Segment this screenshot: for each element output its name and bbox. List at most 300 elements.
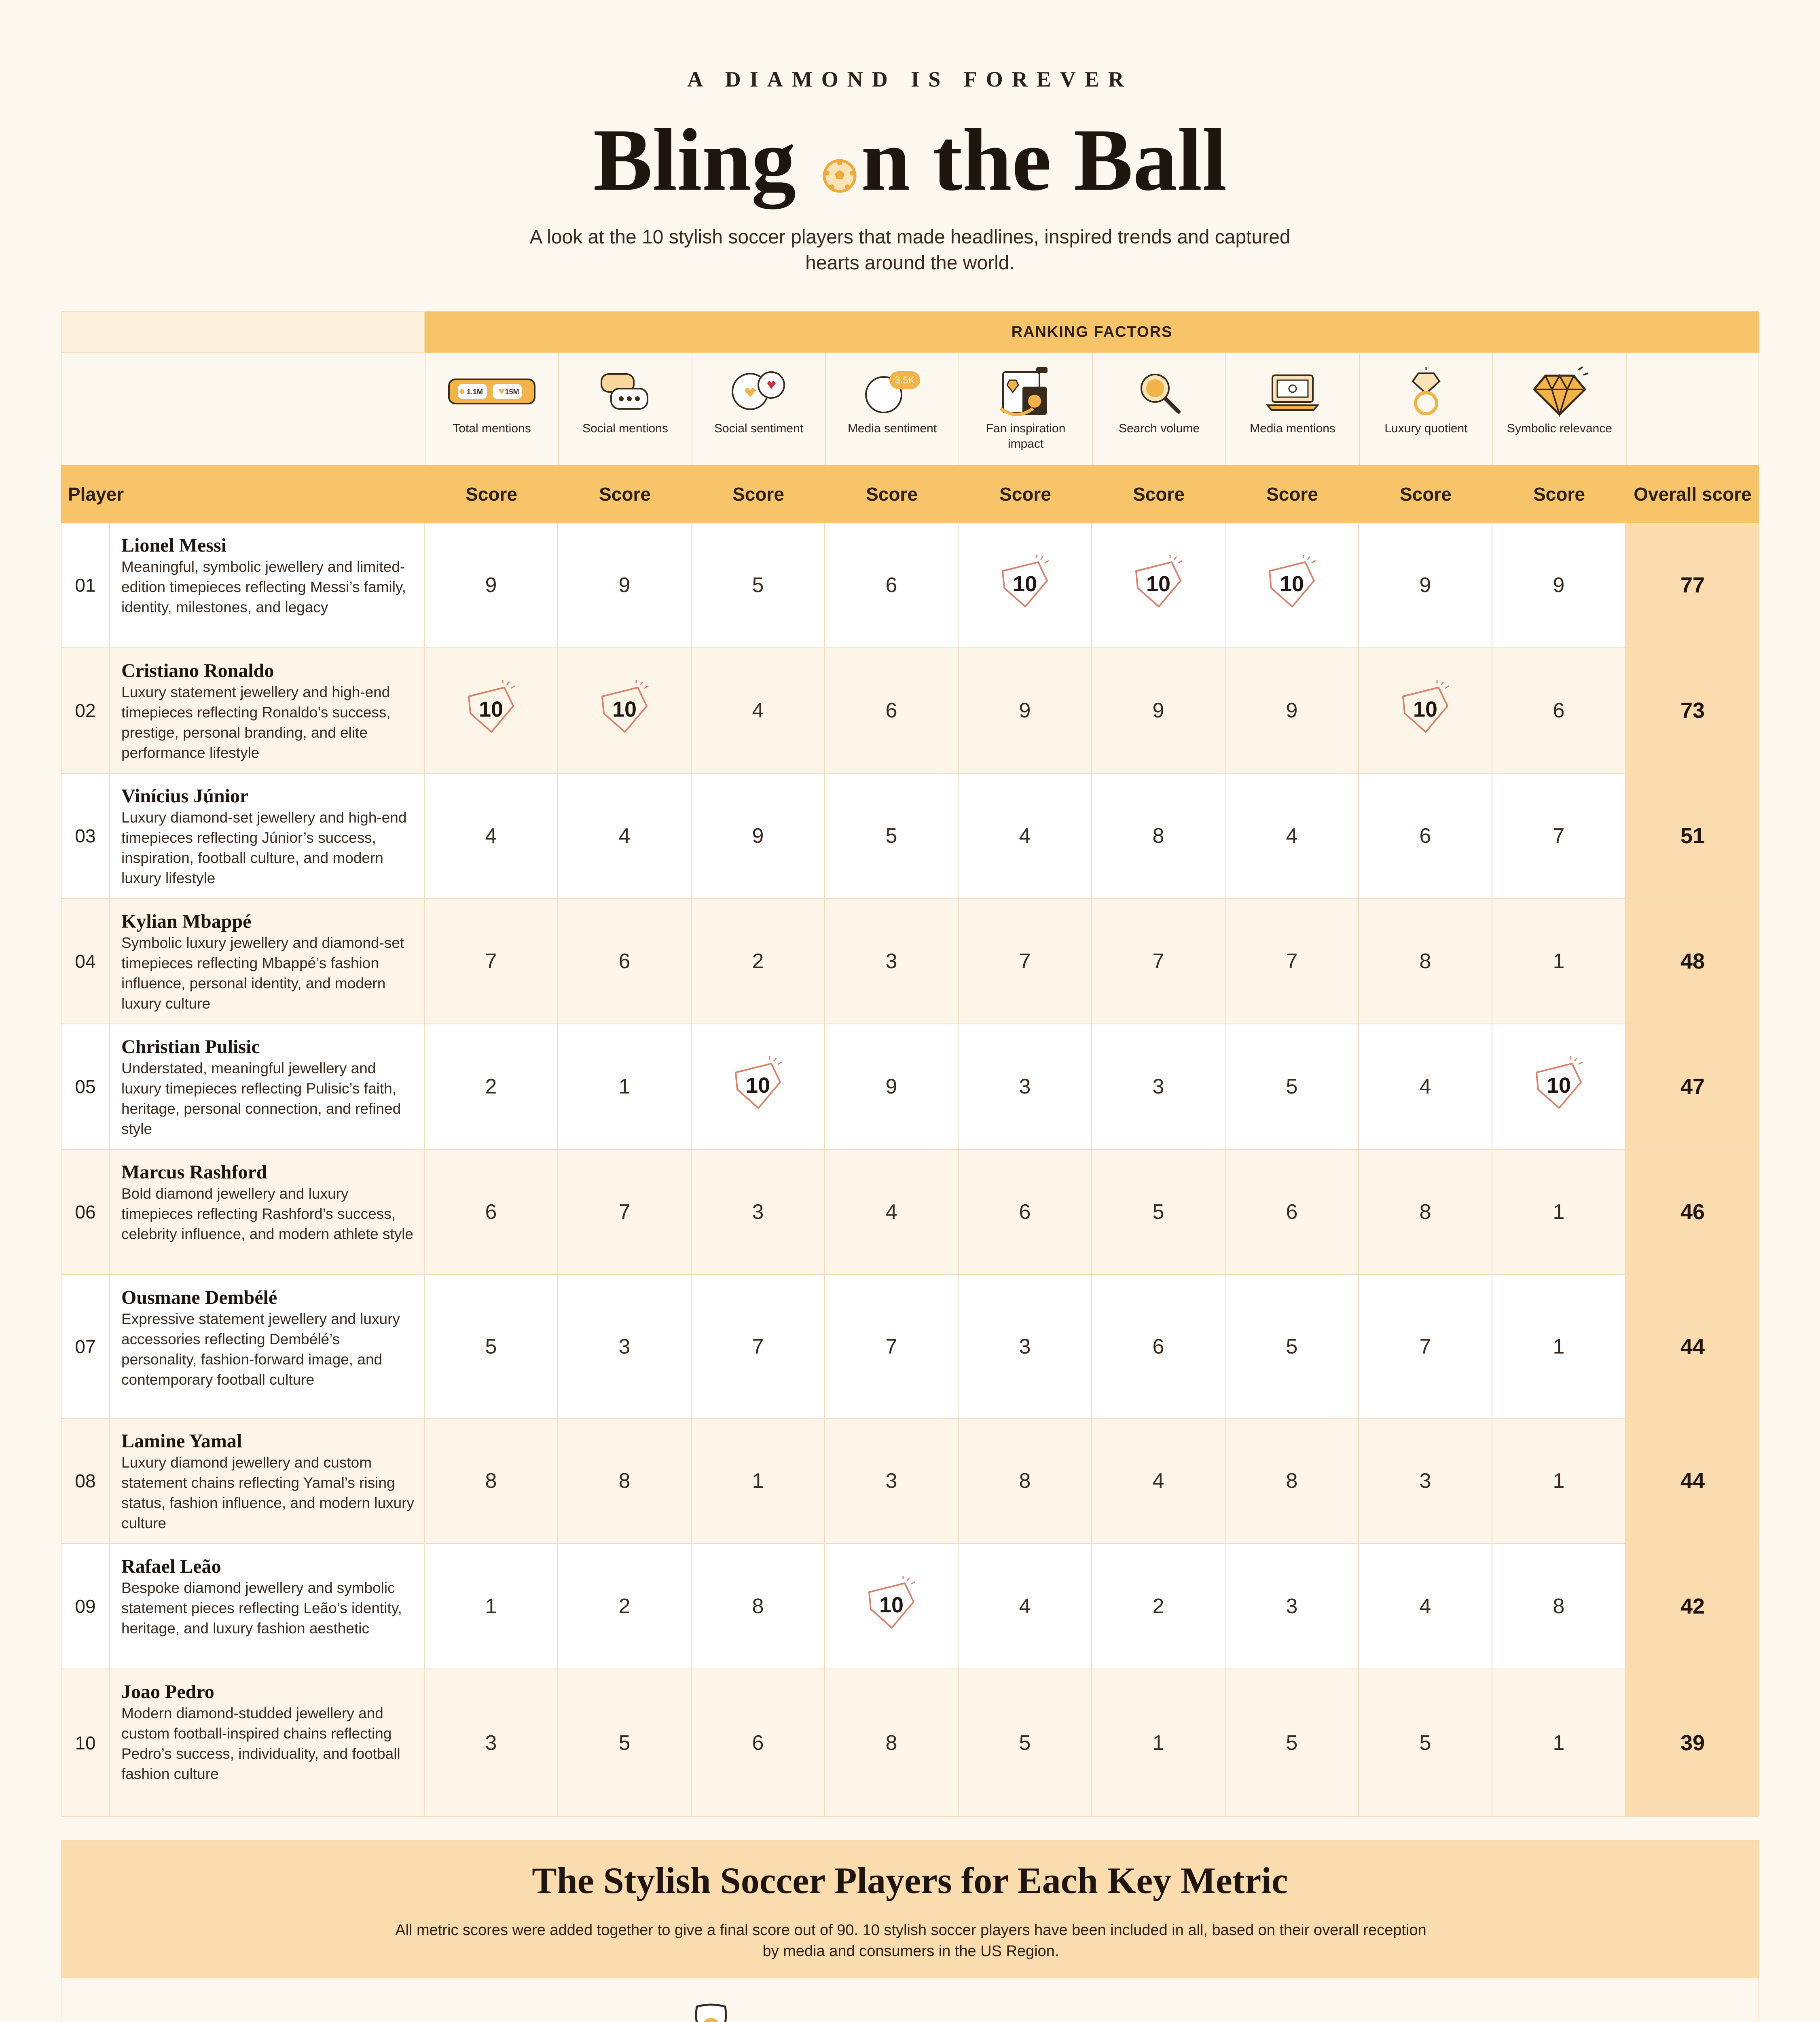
score-value: 5	[618, 1731, 631, 1755]
rank-number: 02	[61, 648, 110, 773]
score-cell	[1225, 523, 1359, 647]
score-value: 2	[752, 950, 764, 973]
score-cell	[558, 899, 692, 1024]
mentions-counter-icon	[447, 365, 536, 419]
score-value: 10	[478, 697, 504, 721]
overall-score: 51	[1626, 774, 1759, 898]
score-value: 10	[1146, 572, 1171, 596]
player-name: Lionel Messi	[121, 535, 226, 556]
top-score-gem-icon	[1528, 1056, 1589, 1117]
score-value: 4	[752, 699, 764, 722]
score-value: 9	[1152, 699, 1164, 722]
score-cell	[1225, 648, 1359, 773]
score-cell	[558, 1275, 692, 1418]
factor-label: Social mentions	[582, 422, 668, 435]
factor-icon-row	[61, 353, 1759, 465]
player-name: Joao Pedro	[121, 1681, 214, 1703]
score-value: 8	[885, 1731, 897, 1755]
player-row	[61, 1419, 1759, 1544]
score-value: 3	[1152, 1075, 1164, 1098]
score-value: 3	[1419, 1469, 1431, 1493]
score-cell	[825, 1544, 959, 1669]
jewellery-collage-icon	[997, 365, 1054, 419]
score-cell	[1359, 1275, 1492, 1418]
score-value: 8	[618, 1469, 631, 1493]
score-value: 10	[1413, 697, 1438, 721]
player-description: Luxury diamond-set jewellery and high-end timepieces reflecting Júnior’s success, inspiration, football culture, and modern luxury lifestyle	[121, 809, 407, 886]
player-row	[61, 1024, 1759, 1150]
player-description: Luxury statement jewellery and high-end timepieces reflecting Ronaldo’s success, prestige, personal branding, and elite performance lifestyle	[121, 684, 391, 761]
score-cell	[1225, 1669, 1359, 1816]
score-value: 2	[1152, 1595, 1164, 1618]
score-cell	[425, 1669, 558, 1816]
player-description: Symbolic luxury jewellery and diamond-set timepieces reflecting Mbappé’s fashion influence, personal identity, and modern luxury culture	[121, 935, 404, 1012]
player-info	[110, 1419, 425, 1543]
score-value: 8	[1553, 1595, 1565, 1618]
score-value: 3	[752, 1200, 764, 1224]
top-score-gem-icon	[861, 1576, 922, 1637]
top-score-gem-icon	[995, 555, 1055, 615]
svg-text:1.1M: 1.1M	[466, 387, 483, 396]
overall-score-header: Overall score	[1634, 483, 1752, 505]
player-column-header: Player	[68, 483, 124, 505]
score-value: 6	[485, 1200, 497, 1224]
top-score-gem-icon	[1395, 680, 1456, 741]
score-cell	[825, 648, 959, 773]
player-info	[110, 1275, 425, 1418]
score-value: 7	[1019, 950, 1031, 973]
score-cell	[692, 523, 825, 647]
score-value: 5	[1286, 1335, 1298, 1358]
factor-label: Media mentions	[1250, 422, 1335, 435]
ranking-table	[61, 311, 1759, 1810]
score-value: 8	[1286, 1469, 1298, 1493]
player-info	[110, 899, 425, 1024]
score-value: 5	[1019, 1731, 1031, 1755]
score-cell	[1359, 1419, 1492, 1543]
title-part-2: n the Ball	[861, 110, 1227, 209]
ranking-factors-banner-row	[61, 311, 1759, 353]
score-value: 3	[485, 1731, 497, 1755]
score-cell	[1492, 1544, 1626, 1669]
score-cell	[1492, 1024, 1626, 1149]
score-cell	[425, 1544, 558, 1669]
score-cell	[959, 1275, 1092, 1418]
player-name: Christian Pulisic	[121, 1036, 260, 1058]
score-value: 10	[1012, 572, 1037, 596]
score-column-header: Score	[866, 483, 918, 505]
player-description: Expressive statement jewellery and luxury accessories reflecting Dembélé’s personality, fashion-forward image, and contemporary football culture	[121, 1311, 400, 1388]
svg-text:15M: 15M	[505, 387, 519, 396]
score-value: 10	[612, 697, 637, 721]
score-value: 1	[1553, 1731, 1565, 1755]
score-cell	[558, 1150, 692, 1274]
score-value: 9	[618, 573, 631, 597]
score-cell	[1225, 1024, 1359, 1149]
score-value: 6	[1152, 1335, 1164, 1358]
overall-score: 48	[1626, 899, 1759, 1024]
score-value: 9	[885, 1075, 897, 1098]
score-column-header: Score	[599, 483, 651, 505]
player-name: Ousmane Dembélé	[121, 1287, 277, 1308]
player-description: Modern diamond-studded jewellery and custom football-inspired chains reflecting Pedro’s success, individuality, and football fashion culture	[121, 1705, 400, 1782]
score-cell	[1492, 899, 1626, 1024]
rank-number: 04	[61, 899, 110, 1024]
score-value: 1	[1553, 1335, 1565, 1358]
player-row	[61, 774, 1759, 899]
score-cell	[1225, 1150, 1359, 1274]
factor-column-0	[425, 353, 558, 465]
score-cell	[825, 523, 959, 647]
score-value: 10	[745, 1073, 770, 1098]
score-cell	[1092, 1024, 1225, 1149]
score-column-header: Score	[999, 483, 1051, 505]
score-cell	[1092, 648, 1225, 773]
score-column-header: Score	[1266, 483, 1318, 505]
rank-number: 08	[61, 1419, 110, 1543]
table-header-row	[61, 465, 1759, 523]
overall-score: 47	[1626, 1024, 1759, 1149]
score-cell	[959, 523, 1092, 647]
heart-bubbles-icon	[728, 365, 789, 419]
top-score-gem-icon	[1261, 555, 1322, 615]
overall-winner	[61, 2003, 1759, 2022]
score-cell	[959, 1544, 1092, 1669]
overall-score: 44	[1626, 1275, 1759, 1418]
score-cell	[425, 523, 558, 647]
factor-column-4	[959, 353, 1092, 465]
score-value: 6	[618, 950, 631, 973]
factor-column-5	[1092, 353, 1225, 465]
score-cell	[1359, 1024, 1492, 1149]
score-cell	[1225, 1544, 1359, 1669]
score-cell	[692, 899, 825, 1024]
key-metrics-section	[61, 1840, 1759, 2022]
score-value: 10	[1279, 572, 1304, 596]
score-value: 4	[1152, 1469, 1164, 1493]
overall-score: 77	[1626, 523, 1759, 647]
score-value: 7	[1152, 950, 1164, 973]
factor-label: Search volume	[1118, 422, 1200, 435]
factor-label: Luxury quotient	[1384, 422, 1468, 435]
score-cell	[1359, 774, 1492, 898]
factor-column-7	[1359, 353, 1492, 465]
overall-score: 44	[1626, 1419, 1759, 1543]
score-cell	[1092, 1544, 1225, 1669]
score-value: 4	[1419, 1595, 1431, 1618]
score-value: 4	[1019, 1595, 1031, 1618]
score-value: 1	[1553, 950, 1565, 973]
player-name: Cristiano Ronaldo	[121, 660, 274, 681]
eyebrow: A DIAMOND IS FOREVER	[687, 67, 1133, 91]
score-column-header: Score	[1400, 483, 1452, 505]
score-cell	[558, 1669, 692, 1816]
player-row	[61, 899, 1759, 1024]
score-cell	[959, 1669, 1092, 1816]
score-cell	[692, 1419, 825, 1543]
score-value: 9	[1286, 699, 1298, 722]
score-cell	[425, 1024, 558, 1149]
score-cell	[1359, 523, 1492, 647]
score-cell	[558, 523, 692, 647]
score-value: 7	[1419, 1335, 1431, 1358]
score-value: 9	[485, 573, 497, 597]
player-info	[110, 1544, 425, 1669]
score-value: 8	[1019, 1469, 1031, 1493]
overall-score: 39	[1626, 1669, 1759, 1816]
overall-score: 42	[1626, 1544, 1759, 1669]
score-value: 1	[485, 1595, 497, 1618]
score-value: 6	[885, 573, 897, 597]
score-value: 6	[1553, 699, 1565, 722]
score-cell	[1359, 899, 1492, 1024]
score-cell	[1492, 1275, 1626, 1418]
score-cell	[425, 1419, 558, 1543]
score-cell	[1092, 774, 1225, 898]
score-value: 3	[885, 950, 897, 973]
score-cell	[959, 1419, 1092, 1543]
score-value: 8	[1419, 1200, 1431, 1224]
top-score-gem-icon	[728, 1056, 788, 1117]
score-value: 7	[752, 1335, 764, 1358]
score-cell	[425, 1275, 558, 1418]
ranking-factors-banner: RANKING FACTORS	[425, 311, 1759, 353]
score-value: 4	[1419, 1075, 1431, 1098]
score-cell	[425, 899, 558, 1024]
score-value: 9	[752, 824, 764, 848]
score-cell	[558, 648, 692, 773]
rank-number: 10	[61, 1669, 110, 1816]
score-cell	[692, 1275, 825, 1418]
player-info	[110, 1669, 425, 1816]
score-cell	[1359, 648, 1492, 773]
overall-score: 46	[1626, 1150, 1759, 1274]
score-cell	[1359, 1669, 1492, 1816]
score-cell	[692, 1150, 825, 1274]
player-name: Marcus Rashford	[121, 1161, 267, 1183]
soccer-ball-icon	[822, 113, 857, 214]
score-cell	[425, 1150, 558, 1274]
rank-number: 06	[61, 1150, 110, 1274]
player-info	[110, 523, 425, 647]
score-value: 3	[618, 1335, 631, 1358]
player-description: Meaningful, symbolic jewellery and limited-edition timepieces reflecting Messi’s family, identity, milestones, and legacy	[121, 558, 406, 615]
score-value: 5	[1419, 1731, 1431, 1755]
top-score-gem-icon	[594, 680, 655, 741]
score-cell	[558, 1544, 692, 1669]
score-value: 6	[885, 699, 897, 722]
rank-number: 01	[61, 523, 110, 647]
score-value: 2	[485, 1075, 497, 1098]
rank-number: 03	[61, 774, 110, 898]
diamond-ring-icon	[1404, 365, 1448, 419]
score-cell	[558, 774, 692, 898]
metrics-note: All metric scores were added together to give a final score out of 90. 10 stylish soccer players have been included in all, based on their overall reception by media and consumers in the US Region.	[395, 1922, 1426, 1960]
score-cell	[558, 1419, 692, 1543]
score-value: 4	[485, 824, 497, 848]
score-value: 3	[1019, 1335, 1031, 1358]
laptop-icon	[1264, 365, 1321, 419]
score-cell	[1225, 899, 1359, 1024]
page-title	[0, 109, 1820, 226]
score-column-header: Score	[1533, 483, 1585, 505]
score-cell	[425, 648, 558, 773]
score-value: 7	[885, 1335, 897, 1358]
score-value: 7	[485, 950, 497, 973]
score-cell	[692, 1669, 825, 1816]
score-value: 7	[618, 1200, 631, 1224]
score-value: 8	[485, 1469, 497, 1493]
score-cell	[1225, 1419, 1359, 1543]
score-cell	[1092, 523, 1225, 647]
score-cell	[959, 1150, 1092, 1274]
factor-column-1	[558, 353, 692, 465]
score-cell	[1225, 774, 1359, 898]
score-value: 7	[1553, 824, 1565, 848]
subtitle: A look at the 10 stylish soccer players that made headlines, inspired trends and captured hearts around the world.	[529, 226, 1291, 274]
score-value: 4	[1286, 824, 1298, 848]
score-value: 4	[885, 1200, 897, 1224]
magnifier-icon	[1135, 365, 1183, 419]
rank-number: 09	[61, 1544, 110, 1669]
score-value: 6	[752, 1731, 764, 1755]
score-value: 7	[1286, 950, 1298, 973]
score-value: 1	[1553, 1469, 1565, 1493]
score-cell	[1492, 1669, 1626, 1816]
score-cell	[825, 774, 959, 898]
score-cell	[1359, 1544, 1492, 1669]
sentiment-bubble-icon	[862, 365, 923, 419]
score-value: 1	[752, 1469, 764, 1493]
score-cell	[692, 774, 825, 898]
score-value: 6	[1286, 1200, 1298, 1224]
score-column-header: Score	[466, 483, 517, 505]
score-value: 5	[1286, 1075, 1298, 1098]
score-cell	[1092, 899, 1225, 1024]
factor-label: Symbolic relevance	[1507, 422, 1613, 435]
score-value: 5	[485, 1335, 497, 1358]
player-info	[110, 1150, 425, 1274]
player-info	[110, 1024, 425, 1149]
factor-column-8	[1492, 353, 1626, 465]
score-cell	[959, 648, 1092, 773]
player-info	[110, 648, 425, 773]
rank-number: 07	[61, 1275, 110, 1418]
factor-label: Fan inspiration impact	[986, 422, 1066, 451]
score-value: 4	[1019, 824, 1031, 848]
top-score-gem-icon	[461, 680, 521, 741]
factor-label: Media sentiment	[847, 422, 937, 435]
score-value: 6	[1019, 1200, 1031, 1224]
diamond-icon	[1529, 365, 1590, 419]
chat-bubbles-icon	[599, 365, 652, 419]
player-description: Understated, meaningful jewellery and luxury timepieces reflecting Pulisic’s faith, heritage, personal connection, and refined style	[121, 1060, 401, 1137]
score-value: 9	[1019, 699, 1031, 722]
player-name: Rafael Leão	[121, 1556, 221, 1577]
score-cell	[825, 1419, 959, 1543]
score-value: 1	[618, 1075, 631, 1098]
score-cell	[425, 774, 558, 898]
score-value: 3	[885, 1469, 897, 1493]
score-value: 3	[1019, 1075, 1031, 1098]
factor-column-6	[1225, 353, 1359, 465]
score-value: 5	[752, 573, 764, 597]
title-part-1: Bling	[593, 110, 818, 209]
score-column-header: Score	[1133, 483, 1185, 505]
score-value: 9	[1419, 573, 1431, 597]
score-value: 9	[1553, 573, 1565, 597]
score-value: 2	[618, 1595, 631, 1618]
score-cell	[825, 1024, 959, 1149]
score-value: 10	[879, 1593, 904, 1617]
score-value: 10	[1546, 1073, 1571, 1098]
score-value: 1	[1553, 1200, 1565, 1224]
score-value: 3	[1286, 1595, 1298, 1618]
score-value: 8	[1152, 824, 1164, 848]
score-value: 5	[1286, 1731, 1298, 1755]
score-value: 8	[752, 1595, 764, 1618]
player-row	[61, 523, 1759, 648]
score-cell	[558, 1024, 692, 1149]
score-cell	[825, 1150, 959, 1274]
score-cell	[825, 1669, 959, 1816]
score-cell	[1092, 1275, 1225, 1418]
svg-text:3.5K: 3.5K	[895, 374, 915, 386]
score-value: 8	[1419, 950, 1431, 973]
factor-label: Total mentions	[453, 422, 531, 435]
factor-column-2	[692, 353, 825, 465]
player-row	[61, 1669, 1759, 1817]
score-cell	[1492, 648, 1626, 773]
metrics-title: The Stylish Soccer Players for Each Key Metric	[532, 1860, 1288, 1901]
player-description: Bold diamond jewellery and luxury timepieces reflecting Rashford’s success, celebrity influence, and modern athlete style	[121, 1185, 413, 1242]
score-cell	[1492, 774, 1626, 898]
score-cell	[959, 1024, 1092, 1149]
trophy-icon	[689, 2003, 733, 2022]
score-cell	[692, 1544, 825, 1669]
score-cell	[1492, 1419, 1626, 1543]
score-value: 4	[618, 824, 631, 848]
score-cell	[825, 1275, 959, 1418]
factor-column-3	[825, 353, 959, 465]
score-value: 1	[1152, 1731, 1164, 1755]
player-row	[61, 1150, 1759, 1275]
player-row	[61, 648, 1759, 774]
score-cell	[1492, 523, 1626, 647]
score-column-header: Score	[732, 483, 784, 505]
player-name: Vinícius Júnior	[121, 785, 249, 807]
score-cell	[1092, 1150, 1225, 1274]
score-cell	[959, 774, 1092, 898]
score-cell	[825, 899, 959, 1024]
score-cell	[1225, 1275, 1359, 1418]
score-cell	[692, 1024, 825, 1149]
score-value: 5	[1152, 1200, 1164, 1224]
top-score-gem-icon	[1128, 555, 1189, 615]
player-row	[61, 1275, 1759, 1419]
score-cell	[1359, 1150, 1492, 1274]
overall-score: 73	[1626, 648, 1759, 773]
score-cell	[692, 648, 825, 773]
player-name: Lamine Yamal	[121, 1430, 242, 1452]
score-cell	[1092, 1669, 1225, 1816]
score-cell	[1092, 1419, 1225, 1543]
score-value: 6	[1419, 824, 1431, 848]
factor-label: Social sentiment	[714, 422, 804, 435]
player-row	[61, 1544, 1759, 1669]
rank-number: 05	[61, 1024, 110, 1149]
score-value: 5	[885, 824, 897, 848]
